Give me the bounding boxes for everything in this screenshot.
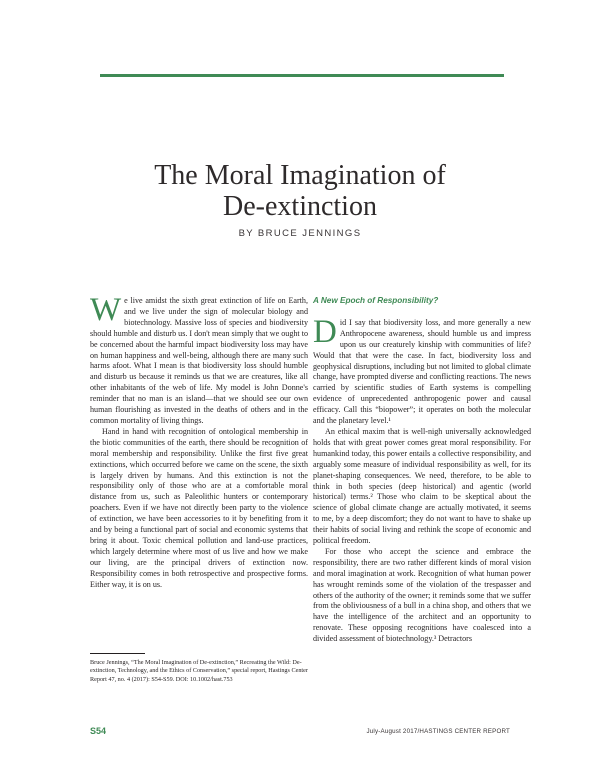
top-rule [100, 74, 504, 77]
paragraph [313, 313, 531, 427]
page-number: S54 [90, 726, 107, 736]
paragraph-text: e live amidst the sixth great extinction of life on Earth, and we live under the sign of molecular biology and biotechnology. Massive loss of species and biodiversity should humble and disturb us. I don't mean simply that we ought to be concerned about the harmful impact biodiversity loss may have on human happiness and well-being, although there are many such harms afoot. What I mean is that biodiversity loss should humble and disturb us because it reminds us that we are creatures, like all other inhabitants of the web of life. My model is John Donne's reminder that no man is an island—that we should see our own human flourishing as invested in the deaths of others and in the common mortality of living things. [90, 296, 308, 425]
title-line-2: De-extinction [223, 191, 377, 222]
byline: BY BRUCE JENNINGS [238, 228, 362, 239]
footnote-rule [90, 653, 145, 654]
article-title [0, 160, 600, 222]
drop-cap: W [90, 292, 122, 328]
drop-cap: D [313, 313, 337, 350]
right-column [313, 296, 531, 645]
left-column [90, 292, 308, 590]
section-heading: A New Epoch of Responsibility? [313, 296, 439, 305]
paragraph: For those who accept the science and embrace the responsibility, there are two rather different kinds of moral vision and moral imagination at work. Recognition of what human power has wrought reminds some of the violation of the trespasser and others of the authority of the owner; it reminds some that we suffer from the obliviousness of a bull in a china shop, and others that we have the intelligence of the architect and an opportunity to renovate. These opposing recognitions have coalesced into a divided assessment of biotechnology.³ Detractors [313, 546, 531, 644]
paragraph: An ethical maxim that is well-nigh universally acknowledged holds that with great power comes great moral responsibility. For humankind today, this power entails a collective responsibility, and arguably some measure of individual responsibility as well, for its planet-shaping consequences. We need, therefore, to be able to think in both species (deep historical) and agentic (world historical) terms.² Those who claim to be skeptical about the science of global climate change are actually motivated, it seems to me, by a deep discomfort; they do not want to have to shake up their habits of social living and rethink the scope of economic and political freedom. [313, 426, 531, 546]
title-line-1: The Moral Imagination of [154, 160, 446, 191]
paragraph [90, 292, 308, 427]
running-footer: July-August 2017/HASTINGS CENTER REPORT [366, 728, 510, 735]
footnote: Bruce Jennings, “The Moral Imagination of De-extinction,” Recreating the Wild: De-extinction, Technology, and the Ethics of Conservation,” special report, Hastings Center Report 47, no. 4 (2017): S54-S59. DOI: 10.1002/hast.753 [90, 659, 308, 683]
paragraph-text: id I say that biodiversity loss, and more generally a new Anthropocene awareness, should humble us and impress upon us our creaturely kinship with communities of life? Would that that were the case. In fact, biodiversity loss and geophysical disruptions, including but not limited to global climate change, have prompted diverse and conflicting reactions. The news carried by scientific studies of Earth systems is compelling evidence of unprecedented anthropogenic power and causal efficacy. Call this “biopower”; it operates on both the molecular and the planetary level.¹ [313, 317, 531, 426]
paragraph: Hand in hand with recognition of ontological membership in the biotic communities of the earth, there should be recognition of moral membership and responsibility. Unlike the first five great extinctions, which occurred before we came on the scene, the sixth is largely driven by humans. And this extinction is not the responsibility only of those who are at a comfortable moral distance from us, such as Paleolithic hunters or contemporary poachers. Even if we have not directly been party to the violence of extinction, we have been accessories to it by benefiting from it and by being a functional part of social and economic systems that bring it about. Toxic chemical pollution and land-use practices, which largely determine where most of us live and how we make our living, are the principal drivers of extinction now. Responsibility comes in both retrospective and prospective forms. Either way, it is on us. [90, 426, 308, 589]
